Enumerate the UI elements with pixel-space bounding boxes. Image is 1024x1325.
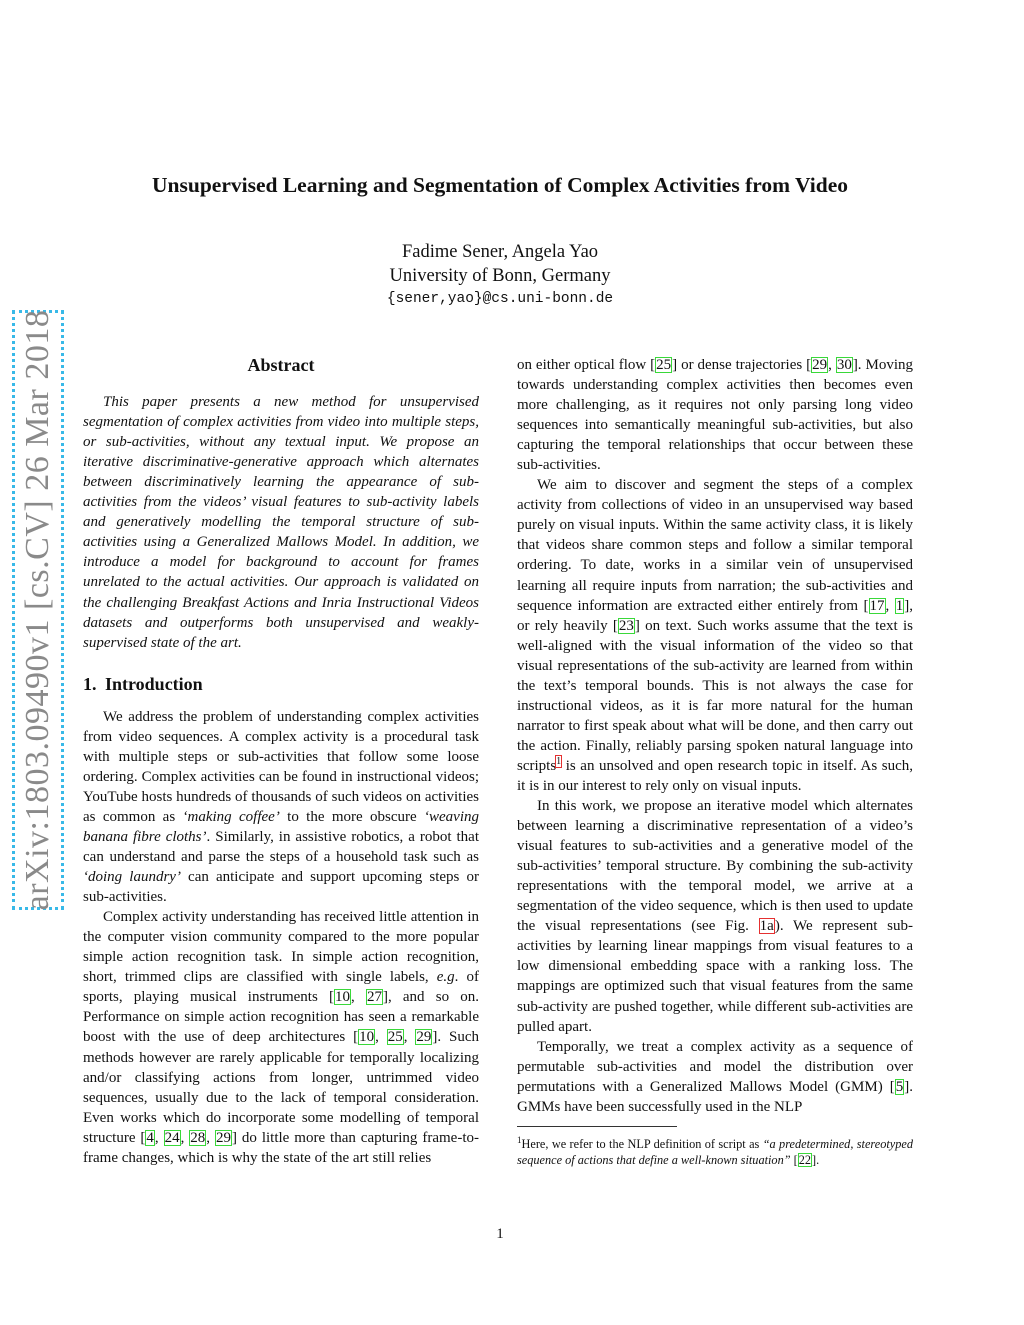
citation-link[interactable]: 10 — [359, 1029, 375, 1046]
intro-paragraph-5: In this work, we propose an iterative model which alternates between learning a discriminative representation of a video’s visual features to sub-activities and a generative model of the sub-activities’ temporal structure. By combining the sub-activity representations with the temporal model, we arrive at a segmentation of the video sequence, which is then used to update the visual representations (see Fig. 1a). We represent sub-activities by learning linear mappings from visual features to a low dimensional embedding space with a ranking loss. The mappings are optimized such that visual features from the same sub-activity are pushed together, while different sub-activities are pulled apart. — [517, 798, 913, 1035]
citation-link[interactable]: 27 — [366, 989, 382, 1006]
intro-paragraph-3: on either optical flow [25] or dense trajectories [29, 30]. Moving towards understanding complex activities then becomes even more challenging, as it requires not only parsing long video sequences into semantically meaningful sub-activities, but also capturing the temporal relationships that occur between these sub-activities. — [517, 357, 913, 474]
citation-link[interactable]: 29 — [812, 357, 828, 373]
author-names: Fadime Sener, Angela Yao — [401, 242, 599, 262]
citation-link[interactable]: 29 — [215, 1129, 231, 1146]
abstract-text: This paper presents a new method for unsupervised segmentation of complex activities from video into multiple steps, or sub-activities, without any textual input. We propose an iterative discriminative-generative approach which alternates between discriminatively learning the appearance of sub-activities from the videos’ visual features to sub-activity labels and generatively modelling the temporal structure of sub-activities using a Generalized Mallows Model. In addition, we introduce a model for background to account for frames unrelated to the actual activities. Our approach is validated on the challenging Breakfast Actions and Inria Instructional Videos datasets and outperforms both unsupervised and weakly-supervised state of the art. — [83, 394, 479, 651]
citation-link[interactable]: 23 — [618, 617, 634, 634]
author-affiliation: University of Bonn, Germany — [389, 266, 611, 286]
footnote: $^1$Here, we refer to the NLP definition of script as “a predetermined, stereotyped sequence of actions that define a well-known situation” [22]. — [517, 1134, 913, 1167]
figure-link[interactable]: 1a — [759, 918, 774, 935]
citation-link[interactable]: 24 — [164, 1129, 180, 1146]
right-column — [517, 355, 913, 1168]
citation-link[interactable]: 29 — [416, 1029, 432, 1046]
section-heading — [83, 674, 479, 694]
intro-paragraph-2: Complex activity understanding has received little attention in the computer vision community compared to the more popular simple action recognition task. In simple action recognition, short, trimmed clips are classified with single labels, e.g. of sports, playing musical instruments [10, 27], and so on. Performance on simple action recognition has seen a remarkable boost with the use of deep architectures [10, 25, 29]. Such methods however are rarely applicable for temporally localizing and/or classifying actions from longer, untrimmed video sequences, usually due to the lack of temporal consideration. Even works which do incorporate some modelling of temporal structure [4, 24, 28, 29] do little more than capturing frame-to-frame changes, which is why the state of the art still relies — [83, 909, 480, 1166]
intro-paragraph-1: We address the problem of understanding complex activities from video sequences. A complex activity is a procedural task with multiple steps or sub-activities that follow some loose ordering. Complex activities can be found in instructional videos; YouTube hosts hundreds of thousands of such videos on activities as common as ‘making coffee’ to the more obscure ‘weaving banana fibre cloths’. Similarly, in assistive robotics, a robot that can understand and parse the steps of a household task such as ‘doing laundry’ can anticipate and support upcoming steps or sub-activities. — [83, 708, 479, 906]
intro-paragraph-4: We aim to discover and segment the steps of a complex activity from collections of video in an unsupervised way based purely on visual inputs. Within the same activity class, it is likely that videos share common steps and follow a similar temporal ordering. To date, works in a similar vein of unsupervised learning all require inputs from narration; the sub-activities and sequence information are extracted either entirely from [17, 1], or rely heavily [23] on text. Such works assume that the text is well-aligned with the visual information of the video so that visual representations of the sub-activity are learned from within the text’s temporal bounds. This is not always the case for instructional videos, as it is far more natural for the human narrator to first speak about what will be done, and then carry out the action. Finally, reliably parsing spoken natural language into scripts$^1$ is an unsolved and open research topic in itself. As such, it is in our interest to rely only on visual inputs. — [517, 477, 914, 794]
citation-link[interactable]: 25 — [656, 357, 672, 373]
citation-link[interactable]: 4 — [146, 1129, 154, 1146]
author-email[interactable]: {sener,yao}@cs.uni-bonn.de — [386, 291, 614, 307]
paper-title: Unsupervised Learning and Segmentation of Complex Activities from Video — [152, 173, 848, 197]
author-block — [0, 240, 1000, 288]
citation-link[interactable]: 28 — [190, 1129, 206, 1146]
page-number: 1 — [496, 1226, 504, 1242]
arxiv-identifier[interactable]: arXiv:1803.09490v1 [cs.CV] 26 Mar 2018 — [19, 309, 56, 911]
left-column — [83, 355, 479, 1168]
section-title: Introduction — [105, 673, 203, 694]
citation-link[interactable]: 5 — [895, 1078, 904, 1095]
intro-paragraph-6: Temporally, we treat a complex activity as a sequence of permutable sub-activities and model the distribution over permutations with a Generalized Mallows Model (GMM) [5]. GMMs have been successfully used in the NLP — [517, 1038, 913, 1115]
citation-link[interactable]: 10 — [335, 989, 350, 1006]
citation-link[interactable]: 25 — [387, 1029, 403, 1046]
citation-link[interactable]: 22 — [798, 1152, 812, 1167]
citation-link[interactable]: 17 — [869, 597, 885, 614]
arxiv-stamp[interactable] — [12, 310, 64, 910]
section-number: 1. — [83, 673, 97, 694]
footnote-marker[interactable]: 1 — [556, 755, 562, 767]
abstract-heading: Abstract — [247, 355, 315, 375]
footnote-divider — [517, 1126, 677, 1127]
citation-link[interactable]: 30 — [836, 357, 852, 373]
citation-link[interactable]: 1 — [895, 597, 904, 614]
